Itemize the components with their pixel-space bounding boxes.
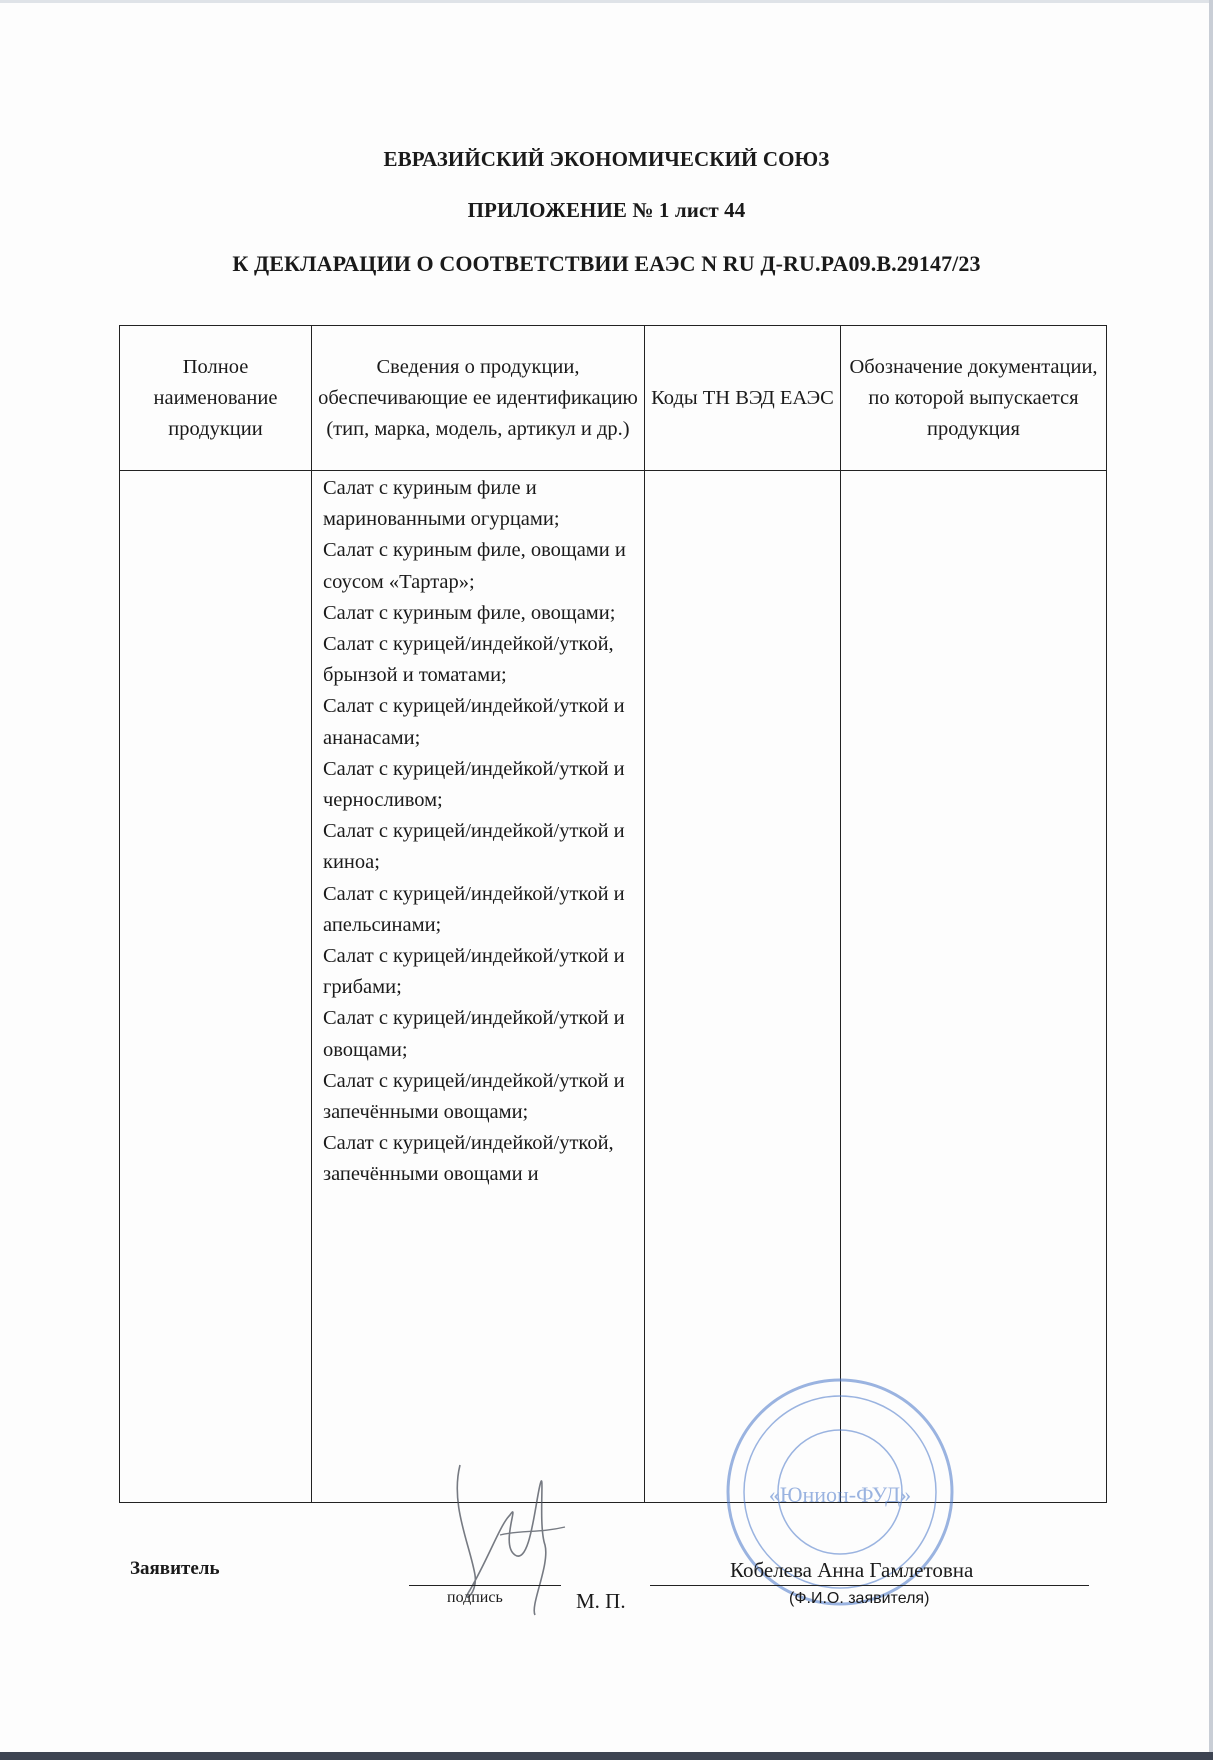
list-item: Салат с курицей/индейкой/уткой и ананасами;: [323, 695, 625, 749]
declaration-title: К ДЕКЛАРАЦИИ О СООТВЕТСТВИИ ЕАЭС N RU Д-RU.PA09.B.29147/23: [232, 251, 981, 276]
list-item: Салат с курицей/индейкой/уткой и киноа;: [323, 820, 625, 874]
cell-hs-codes: [645, 471, 841, 1503]
seal-place-label: М. П.: [576, 1589, 626, 1613]
list-item: Салат с курицей/индейкой/уткой и грибами;: [323, 945, 625, 999]
list-item: Салат с куриным филе, овощами;: [323, 601, 616, 624]
cell-identification: [312, 471, 645, 1503]
list-item: Салат с курицей/индейкой/уткой и черносливом;: [323, 757, 625, 812]
table-row: [120, 471, 1107, 1503]
scan-edge-bottom: [0, 1752, 1213, 1760]
name-line: [650, 1585, 1089, 1586]
list-item: Салат с курицей/индейкой/уткой, запечёнными овощами и: [323, 1132, 614, 1186]
list-item: Салат с курицей/индейкой/уткой и овощами;: [323, 1007, 625, 1061]
applicant-name: Кобелева Анна Гамлетовна: [730, 1558, 974, 1582]
cell-documentation: [841, 471, 1107, 1503]
applicant-label: Заявитель: [130, 1558, 220, 1579]
product-table: [119, 325, 1107, 1503]
header-identification: Сведения о продукции, обеспечивающие ее идентификацию (тип, марка, модель, артикул и др.): [312, 326, 645, 471]
table-header-row: [120, 326, 1107, 471]
union-title: ЕВРАЗИЙСКИЙ ЭКОНОМИЧЕСКИЙ СОЮЗ: [383, 147, 830, 171]
signature-line: [409, 1585, 561, 1586]
list-item: Салат с курицей/индейкой/уткой и запечёнными овощами;: [323, 1069, 625, 1124]
list-item: Салат с курицей/индейкой/уткой и апельсинами;: [323, 882, 625, 936]
cell-full-name: [120, 471, 312, 1503]
product-list: [312, 471, 644, 1191]
header-hs-codes: Коды ТН ВЭД ЕАЭС: [645, 326, 841, 471]
list-item: Салат с куриным филе, овощами и соусом «Тартар»;: [323, 539, 626, 593]
header-full-name: Полное наименование продукции: [120, 326, 312, 471]
header-documentation: Обозначение документации, по которой выпускается продукция: [841, 326, 1107, 471]
stamp-company-name: «Юнион-ФУД»: [768, 1482, 912, 1507]
name-caption: (Ф.И.О. заявителя): [789, 1590, 930, 1607]
scan-edge-top: [0, 0, 1213, 3]
appendix-title: ПРИЛОЖЕНИЕ № 1 лист 44: [467, 198, 746, 222]
list-item: Салат с куриным филе и маринованными огурцами;: [323, 477, 560, 531]
signature-caption: подпись: [447, 1589, 503, 1606]
list-item: Салат с курицей/индейкой/уткой, брынзой и томатами;: [323, 633, 614, 687]
